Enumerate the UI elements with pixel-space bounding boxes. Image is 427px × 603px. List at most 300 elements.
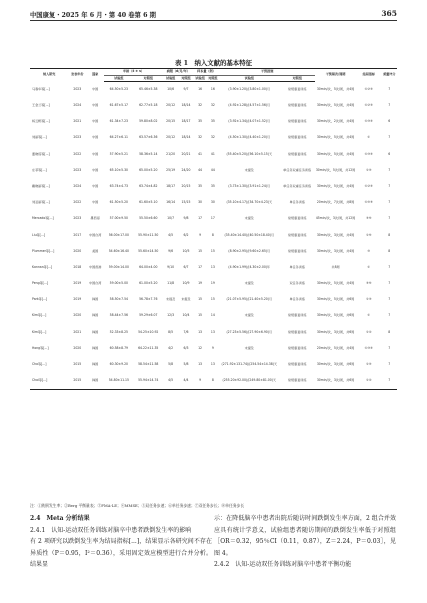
- cell-score: 7: [388, 183, 391, 188]
- cell-age-c: 65.46±5.38: [139, 87, 158, 92]
- col-study: 纳入研究: [30, 69, 68, 82]
- table-header-row: [30, 69, 397, 76]
- cell-score: 6: [388, 151, 391, 156]
- cell-year: 2019: [73, 281, 82, 286]
- cell-int-t: 未提及: [244, 345, 254, 350]
- cell-outcome: ①②③: [364, 86, 373, 91]
- body-paragraph-right: 示：在降低脑卒中患者出院后随访时间跌倒发生率方面，2 组合并效应具有统计学意义，试验组患者随访期间的跌倒发生率低于对照组［OR＝0.32，95％CI（0.11，0.87），Z＝2.24，P＝0.03］，见图 4。: [214, 515, 396, 557]
- cell-study: 刘亚丽等[...]: [32, 200, 50, 205]
- cell-year: 2017: [73, 232, 82, 237]
- cell-age-t: 54.60±16.40: [108, 248, 129, 253]
- cell-n-c: 35: [210, 183, 215, 188]
- cell-n-c: 13: [210, 264, 215, 269]
- cell-year: 2018: [73, 264, 82, 269]
- cell-int-t: (55.40±5.20)/(56.10±5.15)天: [226, 151, 273, 156]
- cell-age-c: 64.00±4.00: [139, 264, 158, 269]
- cell-country: 中国: [92, 151, 99, 156]
- table-row: [30, 179, 397, 195]
- cell-int-c: 常规康复训练: [287, 119, 307, 124]
- cell-int-c: 常规康复训练: [287, 151, 307, 156]
- cell-dur-t: 4/2: [168, 345, 174, 350]
- cell-age-c: 59.80±8.02: [139, 119, 158, 124]
- cell-dur-t: 9/6: [168, 248, 174, 253]
- cell-year: 2019: [73, 297, 82, 302]
- cell-dur-t: 9/10: [167, 264, 175, 269]
- cell-year: 2023: [73, 86, 82, 91]
- cell-n-c: 32: [210, 135, 215, 140]
- col-sample: 样本量（例）: [194, 69, 220, 76]
- cell-age-c: 63.74±4.82: [139, 183, 158, 188]
- table-row: [30, 227, 397, 243]
- cell-dur-t: 4/5: [168, 232, 174, 237]
- cell-study: Park等[...]: [32, 297, 48, 302]
- cell-int-t: (4.90±1.99)/(4.30±2.00)年: [228, 264, 271, 269]
- cell-year: 2024: [73, 183, 82, 188]
- cell-study: Cho等[...]: [32, 362, 47, 366]
- cell-int-t: (3.90±1.20)/(3.80±1.00)月: [228, 87, 271, 92]
- cell-study: Choi等[...]: [30, 373, 68, 389]
- cell-dur-t: 8/5: [168, 329, 174, 334]
- col-year: 发表年份: [68, 69, 86, 82]
- page-number: 365: [381, 9, 397, 18]
- cell-score: 7: [388, 362, 391, 366]
- cell-dur-t: 20/12: [166, 103, 176, 107]
- cell-freq: 30min/次，3次/周，共6周: [316, 362, 355, 366]
- cell-outcome: ①④⑤: [364, 200, 373, 205]
- subsection-heading: 2.4.1 认知-运动双任务训练对脑卒中患者跌倒发生率的影响: [30, 526, 192, 534]
- cell-outcome: ①③: [366, 297, 372, 302]
- cell-dur-c: 6/2: [183, 232, 189, 237]
- cell-n-c: 32: [210, 103, 215, 107]
- table-row: [30, 130, 397, 146]
- cell-outcome: ①: [367, 264, 371, 269]
- cell-country: 韩国: [86, 373, 104, 389]
- cell-freq: 30min/次，5次/周，共4周: [316, 183, 355, 188]
- subcol-age-trial: 试验组: [104, 76, 133, 82]
- cell-age-t: 64.50±5.23: [109, 87, 129, 92]
- cell-dur-t: 未提及: [165, 297, 176, 302]
- cell-int-t: (3.73±1.30)/(3.91±1.24)月: [228, 183, 271, 188]
- subcol-duration-trial: 试验组: [163, 76, 178, 82]
- cell-freq: 30min/次，5次/周，共6周: [316, 297, 355, 302]
- cell-freq: 45min/次，3次/周，共12周: [315, 216, 356, 221]
- cell-int-c: 单任务训练: [289, 200, 305, 205]
- cell-int-c: 常规康复训练: [287, 216, 307, 221]
- cell-freq: 20min/次，7次/周，共8周: [316, 200, 355, 205]
- cell-age-c: 56.78±7.76: [139, 297, 158, 302]
- cell-age-c: 64.22±11.35: [138, 345, 159, 350]
- cell-score: 7: [388, 345, 391, 350]
- cell-score: 7: [388, 200, 391, 205]
- cell-age-t: 61.67±5.17: [109, 103, 129, 107]
- table-row: [30, 260, 397, 276]
- cell-int-c: 常规康复训练: [287, 87, 307, 92]
- cell-country: 中国: [92, 167, 99, 172]
- cell-score: 7: [388, 135, 391, 140]
- cell-year: 2023: [73, 167, 82, 172]
- cell-dur-c: 18/14: [181, 103, 191, 107]
- cell-score: 8: [388, 248, 391, 253]
- cell-outcome: ④: [367, 248, 371, 253]
- cell-n-c: 44: [210, 167, 215, 172]
- cell-dur-t: 20/15: [166, 119, 176, 124]
- table-row: [30, 162, 397, 178]
- cell-age-t: 58.50±7.54: [109, 297, 129, 302]
- cell-int-c: 常规康复训练: [287, 135, 307, 140]
- cell-n-c: 13: [210, 329, 215, 334]
- cell-n-c: 30: [210, 200, 215, 205]
- cell-age-t: 60.30±9.20: [109, 362, 129, 366]
- cell-score: 6: [388, 119, 391, 124]
- cell-year: 2022: [73, 151, 82, 156]
- cell-year: 2022: [73, 200, 82, 205]
- cell-n-c: 41: [210, 151, 215, 156]
- cell-outcome: ①: [367, 135, 371, 140]
- cell-age-t: 61.34±7.23: [109, 119, 129, 124]
- cell-dur-c: 9/8: [183, 216, 189, 221]
- cell-country: 中国: [92, 119, 99, 124]
- cell-study: 杨云帆等[...]: [32, 119, 50, 124]
- cell-int-c: 单任务训练: [289, 264, 305, 269]
- cell-score: 7: [388, 281, 391, 286]
- body-paragraph-left: 有 2 项研究以跌倒发生率为结局指标[...]，结果显示各研究间不存在异质性（P＝0.95，I²＝0.36），采用固定效应模型进行合并分析。结果显: [30, 538, 212, 569]
- cell-n-c: 14: [210, 313, 215, 318]
- cell-outcome: ①②: [366, 329, 372, 334]
- table-title: 表 1 纳入文献的基本特征: [175, 59, 252, 67]
- cell-n-t: 16: [198, 87, 203, 92]
- cell-age-t: 61.50±5.20: [109, 200, 129, 205]
- cell-age-t: 56.00±17.00: [108, 232, 129, 237]
- cell-country: 中国香港: [89, 264, 102, 269]
- cell-int-t: (27.23±5.56)/(27.90±6.90)月: [226, 329, 273, 334]
- col-frequency: 干预频次/周期: [315, 69, 356, 82]
- cell-country: 韩国: [92, 313, 99, 318]
- cell-dur-c: 10/5: [182, 248, 190, 253]
- cell-age-c: 59.29±6.07: [139, 313, 158, 318]
- cell-n-t: 15: [198, 248, 203, 253]
- subcol-intervention-control: 对照组: [279, 76, 315, 82]
- table-body: [30, 82, 397, 390]
- cell-dur-c: 9/7: [183, 87, 189, 92]
- cell-study: 戴晓丽等[...]: [32, 183, 50, 188]
- cell-outcome: ①: [367, 313, 371, 318]
- cell-n-t: 17: [198, 264, 203, 269]
- cell-n-c: 16: [210, 87, 215, 92]
- cell-dur-c: 18/17: [181, 119, 191, 124]
- cell-dur-t: 25/19: [166, 167, 176, 172]
- cell-age-c: 55.94±14.74: [134, 373, 163, 389]
- cell-n-t: 9: [199, 232, 202, 237]
- col-country: 国家: [86, 69, 104, 82]
- cell-score: 7: [388, 103, 391, 107]
- cell-n-t: 41: [198, 151, 203, 156]
- table-row: [30, 211, 397, 227]
- table-row: [30, 114, 397, 130]
- cell-freq: 30min/次，5次/周，共4周: [316, 281, 355, 286]
- cell-int-t: 未提及: [244, 281, 254, 286]
- cell-year: 2020: [73, 313, 82, 318]
- cell-dur-t: 18/17: [166, 183, 176, 188]
- cell-outcome: ①③④: [364, 345, 373, 350]
- cell-n-t: 13: [198, 329, 203, 334]
- cell-country: 中国: [92, 183, 99, 188]
- cell-score: 7: [388, 86, 391, 91]
- cell-outcome: ①④: [366, 362, 372, 366]
- cell-age-c: 54.25±10.92: [138, 329, 159, 334]
- cell-freq: 30min/次，5次/周，共6周: [316, 313, 355, 318]
- cell-age-t: 58.44±7.56: [109, 313, 129, 318]
- cell-outcome: ①⑤: [366, 232, 372, 237]
- cell-country: 中国: [92, 135, 99, 140]
- cell-outcome: ③⑤: [366, 281, 372, 286]
- cell-age-c: 58.36±5.14: [139, 151, 158, 156]
- table-row: [30, 146, 397, 162]
- cell-year: 2023: [73, 135, 82, 140]
- studies-table: [30, 68, 397, 390]
- cell-score: 7: [388, 216, 391, 221]
- cell-age-c: 58.54±11.58: [138, 362, 159, 366]
- cell-outcome: ①④: [366, 167, 372, 172]
- col-score: 质量评分: [382, 69, 397, 82]
- cell-freq: 30min/次，5次/周，共4周: [316, 103, 355, 107]
- cell-n-t: 15: [198, 297, 203, 302]
- cell-age-t: 63.74±4.73: [109, 183, 129, 188]
- cell-n-t: 9: [194, 373, 207, 389]
- table-row: [30, 82, 397, 98]
- cell-study: Hong等[...]: [32, 345, 49, 350]
- cell-n-c: 8: [206, 373, 219, 389]
- col-outcome: 结局指标: [356, 69, 382, 82]
- col-intervention: 干预措施: [219, 69, 315, 76]
- cell-n-t: 35: [198, 183, 203, 188]
- cell-age-t: 59.00±5.00: [109, 281, 129, 286]
- cell-dur-c: 18/14: [181, 135, 191, 140]
- cell-age-t: 64.27±6.11: [109, 135, 129, 140]
- cell-int-t: (255.20±92.00)/(249.80±81.00)天: [219, 373, 279, 389]
- subsection-heading-2: 2.4.2 认知-运动双任务训练对脑卒中患者平衡功能: [214, 561, 352, 569]
- cell-n-c: 13: [210, 362, 215, 366]
- subcol-sample-control: 对照组: [208, 75, 218, 80]
- cell-n-t: 44: [198, 167, 203, 172]
- cell-int-t: (8.90±2.95)/(9.60±2.65)月: [228, 248, 271, 253]
- cell-int-t: 未提及: [244, 313, 254, 318]
- cell-country: 中国: [92, 200, 99, 205]
- cell-year: 2015: [73, 362, 82, 366]
- cell-freq: 共8周: [331, 264, 340, 269]
- cell-outcome: ①②④: [364, 183, 373, 188]
- cell-dur-c: 20/15: [181, 183, 191, 188]
- cell-dur-c: 4/4: [178, 373, 193, 389]
- cell-age-t: 57.00±9.50: [109, 216, 129, 221]
- cell-freq: 30min/次，3次/周，共6周: [316, 329, 355, 334]
- cell-freq: 30min/次，5次/周，共12周: [315, 167, 356, 172]
- cell-age-t: 52.33±8.25: [109, 329, 129, 334]
- cell-age-c: 61.00±5.20: [139, 281, 158, 286]
- section-heading: 2.4 Meta 分析结果: [30, 515, 90, 522]
- cell-int-t: 未提及: [244, 216, 254, 221]
- cell-n-c: 19: [210, 281, 215, 286]
- cell-int-c: 单任务双重任务训练: [283, 183, 312, 188]
- cell-year: 2015: [68, 373, 86, 389]
- cell-score: 8: [388, 329, 391, 334]
- cell-year: 2023: [73, 216, 82, 221]
- cell-score: 7: [388, 297, 391, 302]
- cell-year: 2020: [73, 248, 82, 253]
- subcol-intervention-trial: 试验组: [219, 76, 279, 82]
- cell-n-t: 35: [198, 119, 203, 124]
- cell-age-c: 55.50±6.60: [139, 216, 158, 221]
- cell-n-t: 19: [198, 281, 203, 286]
- cell-dur-c: 20/21: [181, 151, 191, 156]
- cell-freq: 30min/次，2次/周，共4周: [316, 119, 355, 124]
- cell-int-c: 常规康复训练: [279, 373, 315, 389]
- cell-study: Kim等[...]: [32, 313, 47, 318]
- cell-dur-t: 4/5: [163, 373, 178, 389]
- cell-dur-t: 5/8: [168, 362, 174, 366]
- cell-n-t: 17: [198, 216, 203, 221]
- cell-study: Liu等[...]: [32, 232, 46, 237]
- body-column-right: [214, 513, 396, 571]
- subcol-sample-trial: 试验组: [195, 75, 205, 80]
- cell-freq: 30min/次，3次/周，共6周: [315, 373, 356, 389]
- table-row: [30, 373, 397, 389]
- cell-dur-t: 16/14: [166, 200, 176, 205]
- cell-int-c: 常规康复训练: [287, 362, 307, 366]
- cell-study: Kannan等[...]: [32, 264, 53, 269]
- cell-country: 中国: [92, 103, 99, 107]
- cell-int-t: (4.92±1.28)/(4.57±1.56)月: [228, 103, 271, 107]
- cell-dur-c: 10/4: [182, 313, 190, 318]
- col-age: 年龄（x̄ ± s）: [104, 69, 163, 76]
- cell-int-c: 常规康复训练: [287, 103, 307, 107]
- cell-age-c: 63.57±6.36: [139, 135, 158, 140]
- cell-score: 7: [388, 264, 391, 269]
- cell-n-c: 17: [210, 216, 215, 221]
- cell-dur-c: 5/8: [183, 362, 189, 366]
- cell-age-t: 65.10±5.30: [109, 167, 129, 172]
- cell-freq: 30min/次，5次/周，共4周: [316, 151, 355, 156]
- cell-study: 董晓琼等[...]: [32, 151, 50, 156]
- cell-study: Peng等[...]: [32, 281, 49, 286]
- cell-outcome: ①③④: [364, 151, 373, 156]
- cell-study: Mercado等[...]: [32, 216, 54, 221]
- cell-n-c: 35: [210, 119, 215, 124]
- cell-freq: 30min/次，5次/周，共4周: [316, 86, 355, 91]
- cell-age-t: 59.00±14.00: [108, 264, 129, 269]
- cell-country: 美国: [92, 248, 99, 253]
- cell-age-c: 62.77±5.18: [139, 103, 158, 107]
- cell-int-c: 常规康复训练: [287, 248, 307, 253]
- cell-n-c: 15: [210, 297, 215, 302]
- cell-int-c: 双任务训练: [289, 281, 305, 286]
- cell-score: 7: [388, 313, 391, 318]
- cell-dur-t: 11/8: [167, 281, 175, 286]
- cell-dur-t: 20/12: [166, 135, 176, 140]
- cell-score: 8: [388, 232, 391, 237]
- table-row: [30, 324, 397, 340]
- cell-n-t: 32: [198, 135, 203, 140]
- cell-age-c: 65.00±5.20: [139, 167, 158, 172]
- cell-outcome: ①②: [356, 373, 382, 389]
- cell-n-c: 9: [211, 345, 214, 350]
- cell-int-c: 常规康复训练: [287, 313, 307, 318]
- table-row: [30, 98, 397, 114]
- cell-dur-c: 24/20: [181, 167, 191, 172]
- cell-age-t: 60.58±8.79: [109, 345, 129, 350]
- cell-study: Plummer等[...]: [32, 248, 55, 253]
- cell-outcome: ③⑤: [366, 216, 372, 221]
- cell-dur-c: 6/3: [183, 345, 189, 350]
- cell-dur-c: 15/15: [181, 200, 191, 205]
- cell-score: 7: [382, 373, 397, 389]
- cell-n-c: 15: [210, 248, 215, 253]
- cell-int-t: (271.92±131.74)/(254.54±14.38)天: [221, 362, 277, 366]
- body-column-left: [30, 513, 212, 571]
- cell-country: 中国: [92, 86, 99, 91]
- table-row: [30, 308, 397, 324]
- cell-dur-t: 21/20: [166, 151, 176, 156]
- cell-year: 2020: [73, 345, 82, 350]
- cell-dur-t: 10/7: [167, 216, 175, 221]
- cell-age-t: 54.80±11.15: [104, 373, 133, 389]
- cell-age-c: 55.60±14.50: [138, 248, 159, 253]
- cell-dur-c: 7/6: [183, 329, 189, 334]
- cell-int-t: (21.07±5.95)/(21.40±5.20)月: [226, 297, 273, 302]
- cell-int-c: 常规康复训练: [287, 329, 307, 334]
- subcol-age-control: 对照组: [134, 76, 163, 82]
- cell-freq: 30min/次，3次/周，共4周: [316, 248, 355, 253]
- table-row: [30, 195, 397, 211]
- cell-n-t: 32: [198, 103, 203, 107]
- cell-country: 中国台湾: [89, 232, 102, 237]
- cell-int-c: 常规康复训练: [287, 232, 307, 237]
- cell-study: 马春华等[...]: [32, 86, 50, 91]
- cell-int-c: 单任务双重任务训练: [283, 167, 312, 172]
- table-row: [30, 276, 397, 292]
- header-rule: [30, 20, 397, 21]
- cell-n-t: 15: [198, 313, 203, 318]
- cell-outcome: ①②③: [364, 103, 373, 107]
- cell-year: 2021: [73, 329, 82, 334]
- cell-outcome: ①③④: [364, 119, 373, 124]
- cell-freq: 30min/次，3次/周，共4周: [316, 232, 355, 237]
- cell-study: Kim等[...]: [32, 329, 47, 334]
- col-duration: 病程（d/月/年）: [163, 69, 194, 76]
- cell-country: 韩国: [92, 345, 99, 350]
- cell-freq: 30min/次，5次/周，共4周: [316, 135, 355, 140]
- cell-dur-t: 10/6: [167, 87, 175, 92]
- cell-n-t: 30: [198, 200, 203, 205]
- cell-study: 刘丽等[...]: [32, 135, 47, 140]
- cell-int-t: (3.92±1.34)/(4.07±1.52)月: [228, 119, 271, 124]
- journal-title: 中国康复・2025 年 6 月・第 40 卷第 6 期: [30, 12, 156, 19]
- table-row: [30, 357, 397, 373]
- table-row: [30, 292, 397, 308]
- table-row: [30, 243, 397, 259]
- cell-year: 2024: [73, 103, 82, 107]
- cell-age-c: 55.90±11.50: [138, 232, 159, 237]
- cell-dur-c: 10/9: [182, 281, 190, 286]
- cell-country: 韩国: [92, 362, 99, 366]
- cell-int-t: 未提及: [244, 167, 254, 172]
- table-row: [30, 341, 397, 357]
- cell-study: 王金兰等[...]: [32, 103, 50, 107]
- cell-int-c: 单任务训练: [289, 297, 305, 302]
- cell-year: 2021: [73, 119, 82, 124]
- cell-dur-t: 12/3: [167, 313, 175, 318]
- cell-country: 韩国: [92, 329, 99, 334]
- cell-int-t: (35.40±14.40)/(40.50±18.40)月: [224, 232, 275, 237]
